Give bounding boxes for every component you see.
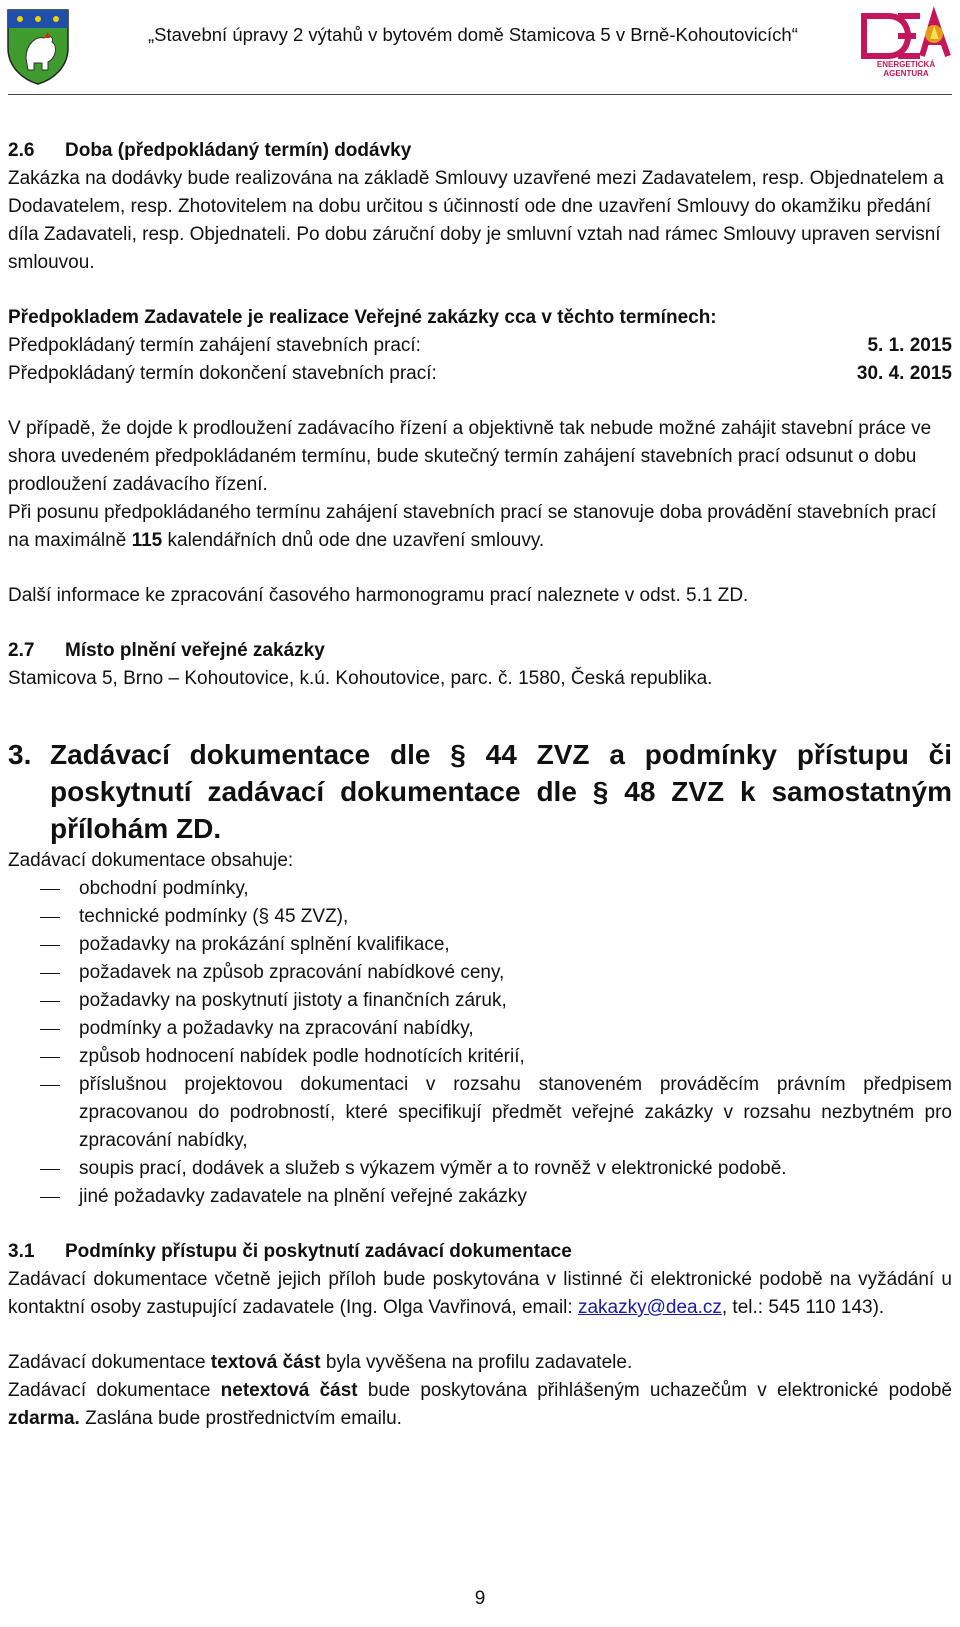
list-item: technické podmínky (§ 45 ZVZ), (8, 903, 952, 931)
list-item: podmínky a požadavky na zpracování nabídky, (8, 1015, 952, 1043)
start-term-value: 5. 1. 2015 (867, 335, 952, 356)
document-body (8, 137, 952, 1433)
nontext-part-paragraph: Zadávací dokumentace netextová část bude poskytována přihlášeným uchazečům v elektronické podobě zdarma. Zaslána bude prostřednictvím emailu. (8, 1380, 952, 1429)
header-divider (8, 94, 952, 95)
dea-logo-text-2: AGENTURA (883, 69, 929, 78)
list-item: požadavky na poskytnutí jistoty a finančních záruk, (8, 987, 952, 1015)
access-text-b: , tel.: 545 110 143). (721, 1297, 885, 1318)
shift-paragraph (8, 499, 952, 555)
list-item: obchodní podmínky, (8, 875, 952, 903)
section-title: Místo plnění veřejné zakázky (65, 640, 325, 661)
end-term-value: 30. 4. 2015 (856, 363, 952, 384)
municipal-crest-icon (6, 8, 70, 86)
terms-intro: Předpokladem Zadavatele je realizace Veřejné zakázky cca v těchto termínech: (8, 307, 717, 328)
shift-text-a: Při posunu předpokládaného termínu zahájení stavebních prací se stanovuje doba provádění stavebních prací na maximálně (8, 502, 937, 551)
start-term-label: Předpokládaný termín zahájení stavebních prací: (8, 335, 421, 356)
section-3-1-heading (8, 1238, 952, 1266)
list-item: požadavek na způsob zpracování nabídkové ceny, (8, 959, 952, 987)
shift-text-b: kalendářních dnů ode dne uzavření smlouvy. (162, 530, 545, 551)
list-item: požadavky na prokázání splnění kvalifikace, (8, 931, 952, 959)
section-number: 3. (8, 739, 32, 770)
start-term-row (8, 332, 952, 360)
further-info-paragraph: Další informace ke zpracování časového harmonogramu prací naleznete v odst. 5.1 ZD. (8, 585, 749, 606)
documentation-contents-list (8, 875, 952, 1211)
section-title: Zadávací dokumentace dle § 44 ZVZ a podmínky přístupu či poskytnutí zadávací dokumentace dle § 48 ZVZ k samostatným přílohám ZD. (50, 739, 952, 844)
page-number: 9 (474, 1588, 486, 1609)
text-part-paragraph: Zadávací dokumentace textová část byla vyvěšena na profilu zadavatele. (8, 1352, 633, 1373)
list-item: jiné požadavky zadavatele na plnění veřejné zakázky (8, 1183, 952, 1211)
dea-logo-icon (858, 6, 954, 78)
list-item: způsob hodnocení nabídek podle hodnotících kritérií, (8, 1043, 952, 1071)
end-term-label: Předpokládaný termín dokončení stavebních prací: (8, 363, 437, 384)
list-item: příslušnou projektovou dokumentaci v rozsahu stanoveném prováděcím právním předpisem zpracovanou do podrobností, které specifikují předmět veřejné zakázky v rozsahu nezbytném pro zpracování nabídky, (8, 1071, 952, 1155)
section-number: 2.6 (8, 140, 35, 161)
access-paragraph (8, 1266, 952, 1322)
page-header (0, 0, 960, 100)
section-2-6-heading (8, 137, 952, 165)
place-of-performance: Stamicova 5, Brno – Kohoutovice, k.ú. Kohoutovice, parc. č. 1580, Česká republika. (8, 668, 713, 689)
section-title: Podmínky přístupu či poskytnutí zadávací dokumentace (65, 1241, 572, 1262)
contact-email-link[interactable]: zakazky@dea.cz (577, 1297, 722, 1318)
section-2-6-paragraph: Zakázka na dodávky bude realizována na základě Smlouvy uzavřené mezi Zadavatelem, resp. Objednatelem a Dodavatelem, resp. Zhotovitelem na dobu určitou s účinností ode dne uzavření Smlouvy do okamžiku předání díla Zadavateli, resp. Objednateli. Po dobu záruční doby je smluvní vztah nad rámec Smlouvy upraven servisní smlouvou. (8, 168, 944, 273)
dea-logo-text-1: ENERGETICKÁ (876, 60, 936, 69)
document-header-title: „Stavební úpravy 2 výtahů v bytovém domě Stamicova 5 v Brně-Kohoutovicích“ (148, 24, 798, 45)
section-number: 2.7 (8, 640, 35, 661)
section-3-heading (8, 736, 952, 847)
extension-paragraph: V případě, že dojde k prodloužení zadávacího řízení a objektivně tak nebude možné zahájit stavební práce ve shora uvedeném předpokládaném termínu, bude skutečný termín zahájení stavebních prací odsunut o dobu prodloužení zadávacího řízení. (8, 418, 932, 495)
access-text-a: Zadávací dokumentace včetně jejich příloh bude poskytována v listinné či elektronické podobě na vyžádání u kontaktní osoby zastupující zadavatele (Ing. Olga Vavřinová, email: (8, 1269, 952, 1318)
section-number: 3.1 (8, 1241, 35, 1262)
end-term-row (8, 360, 952, 388)
section-title: Doba (předpokládaný termín) dodávky (65, 140, 412, 161)
section-3-intro: Zadávací dokumentace obsahuje: (8, 850, 294, 871)
shift-days: 115 (131, 530, 163, 551)
list-item: soupis prací, dodávek a služeb s výkazem výměr a to rovněž v elektronické podobě. (8, 1155, 952, 1183)
section-2-7-heading (8, 637, 952, 665)
